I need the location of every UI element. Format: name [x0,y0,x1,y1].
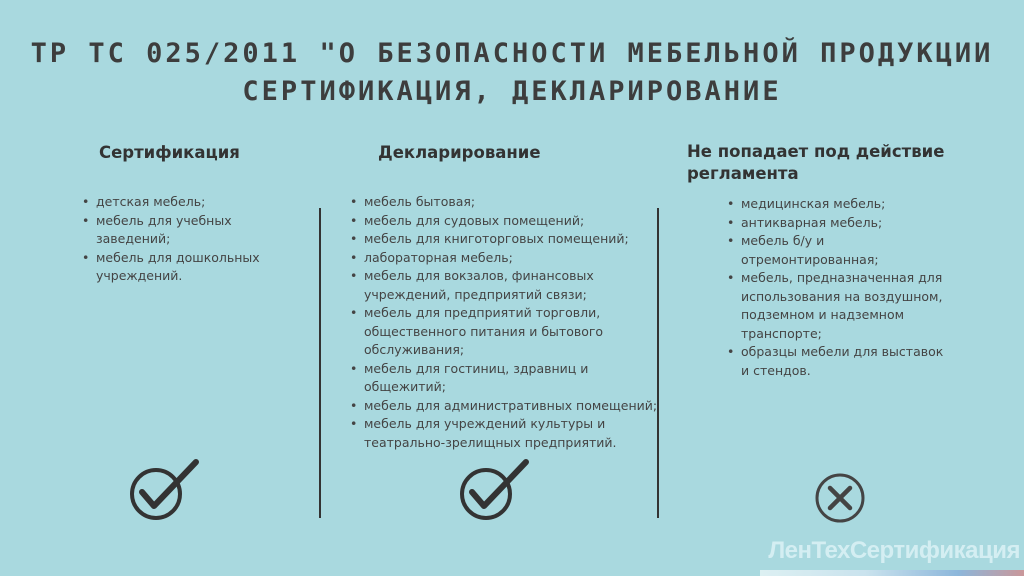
list-item: • детская мебель; [82,193,282,212]
list-item: • образцы мебели для выставок и стендов. [727,343,952,380]
certification-list [82,193,282,286]
list-item: • мебель для учебных заведений; [82,212,282,249]
list-item: • мебель для административных помещений; [350,397,660,416]
page-title-line-2: СЕРТИФИКАЦИЯ, ДЕКЛАРИРОВАНИЕ [242,76,782,107]
list-item: • мебель, предназначенная для использования на воздушном, подземном и надземном транспорте; [727,269,952,343]
checkmark-icon [458,456,530,522]
list-item: • лабораторная мебель; [350,249,660,268]
list-item: • мебель для дошкольных учреждений. [82,249,282,286]
column-heading-excluded: Не попадает под действие регламента [687,142,945,183]
list-item: • мебель для предприятий торговли, общественного питания и бытового обслуживания; [350,304,660,360]
column-heading-declaration: Декларирование [378,143,541,162]
list-item: • мебель бытовая; [350,193,660,212]
watermark-bar [760,570,1024,576]
cross-circle-icon [814,472,866,524]
column-divider [657,208,659,518]
list-item: • мебель для книготорговых помещений; [350,230,660,249]
list-item: • мебель для гостиниц, здравниц и общежитий; [350,360,660,397]
column-divider [319,208,321,518]
column-heading-certification: Сертификация [99,143,240,162]
page-title-line-1: ТР ТС 025/2011 "О БЕЗОПАСНОСТИ МЕБЕЛЬНОЙ ПРОДУКЦИИ [30,38,994,69]
checkmark-icon [128,456,200,522]
list-item: • мебель б/у и отремонтированная; [727,232,952,269]
excluded-list [727,195,952,380]
list-item: • медицинская мебель; [727,195,952,214]
list-item: • мебель для учреждений культуры и театрально-зрелищных предприятий. [350,415,660,452]
list-item: • мебель для вокзалов, финансовых учреждений, предприятий связи; [350,267,660,304]
list-item: • антикварная мебель; [727,214,952,233]
list-item: • мебель для судовых помещений; [350,212,660,231]
watermark-logo: ЛенТехСертификация [768,537,1020,564]
declaration-list [350,193,660,452]
